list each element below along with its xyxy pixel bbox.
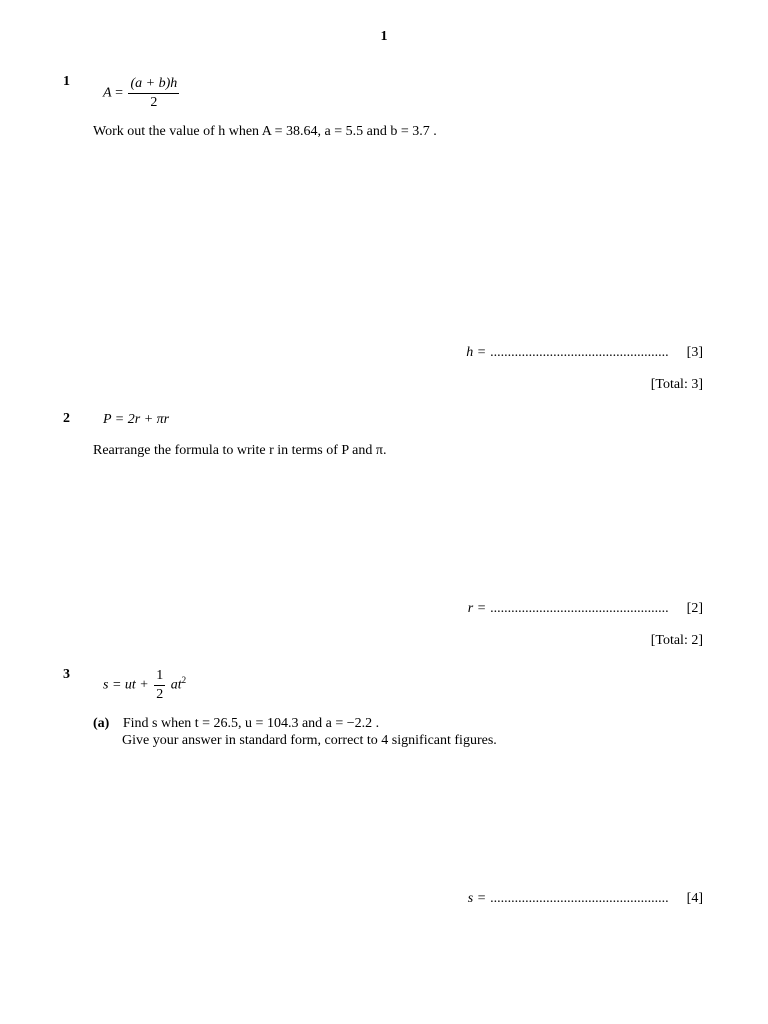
formula-fraction <box>154 668 165 703</box>
question-3-formula <box>103 668 186 703</box>
marks-badge: [4] <box>686 891 703 906</box>
question-3-number: 3 <box>63 667 70 682</box>
marks-badge: [3] <box>686 345 703 360</box>
part-label: (a) <box>93 716 110 731</box>
page-number: 1 <box>380 29 388 44</box>
question-2-number: 2 <box>63 411 70 426</box>
formula-fraction <box>128 76 179 111</box>
answer-dots: ................................................... <box>490 345 669 360</box>
question-1-total: [Total: 3] <box>650 377 703 392</box>
formula-rhs: at <box>170 677 182 693</box>
question-3a-answer-line[interactable] <box>468 891 703 907</box>
question-2-total: [Total: 2] <box>650 633 703 648</box>
answer-label: h = <box>466 345 487 360</box>
question-2-answer-line[interactable] <box>468 601 703 617</box>
question-1-answer-line[interactable] <box>466 345 703 361</box>
question-1-number: 1 <box>63 74 70 89</box>
answer-label: r = <box>467 601 487 616</box>
question-1-formula <box>103 76 181 111</box>
formula-equals: = <box>115 85 123 101</box>
part-text: Find s when t = 26.5, u = 104.3 and a = −2.2 . <box>122 716 380 731</box>
question-2-formula <box>103 412 169 428</box>
fraction-denominator: 2 <box>150 95 158 110</box>
formula-lhs: s = ut + <box>103 677 149 693</box>
answer-dots: ................................................... <box>490 601 669 616</box>
answer-dots: ................................................... <box>490 891 669 906</box>
marks-badge: [2] <box>686 601 703 616</box>
question-1-text: Work out the value of h when A = 38.64, a = 5.5 and b = 3.7 . <box>93 124 437 139</box>
question-3a-line-2: Give your answer in standard form, correct to 4 significant figures. <box>122 733 497 748</box>
formula-exponent: 2 <box>181 675 187 686</box>
formula-lhs: A <box>103 85 112 101</box>
question-3a-line-1 <box>93 716 379 732</box>
fraction-numerator: 1 <box>154 668 165 686</box>
formula-text: P = 2r + πr <box>103 412 170 427</box>
answer-label: s = <box>467 891 487 906</box>
fraction-denominator: 2 <box>156 687 164 702</box>
fraction-numerator: (a + b)h <box>128 76 179 94</box>
question-2-text: Rearrange the formula to write r in terms of P and π. <box>93 443 387 458</box>
